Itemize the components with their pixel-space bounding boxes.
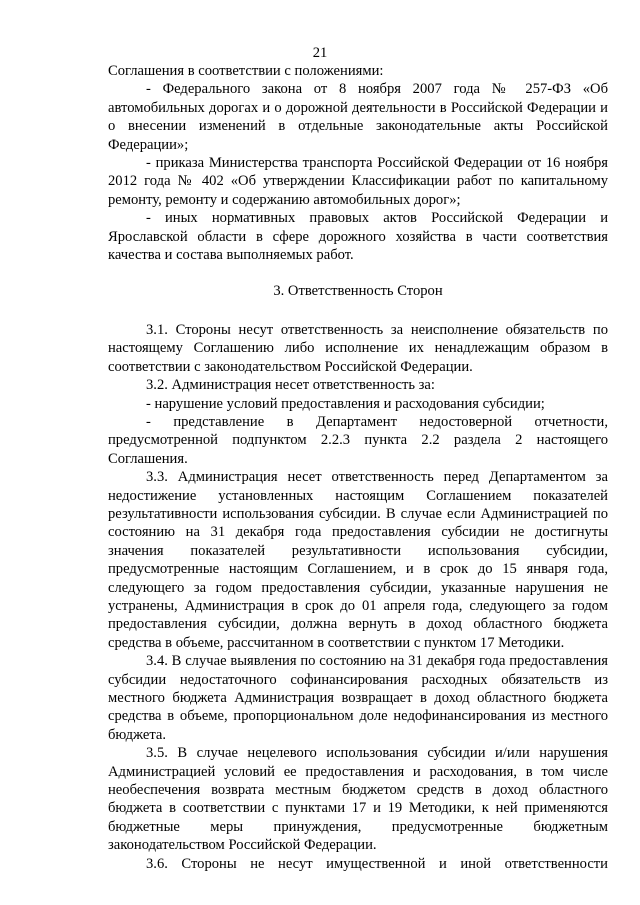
list-item-other-acts: - иных нормативных правовых актов Российской Федерации и Ярославской области в сфере дорожного хозяйства в части соответствия качества и состава выполняемых работ. <box>108 210 608 264</box>
clause-3-5: 3.5. В случае нецелевого использования субсидии и/или нарушения Администрацией условий ее предоставления и расходования, в том числе необеспечения возврата местным бюджетом средств в доход областного бюджета в соответствии с пунктами 17 и 19 Методики, к ней применяются бюджетные меры принуждения, предусмотренные бюджетным законодательством Российской Федерации. <box>108 745 608 854</box>
list-item-federal-law: - Федерального закона от 8 ноября 2007 года № 257-ФЗ «Об автомобильных дорогах и о дорожной деятельности в Российской Федерации и о внесении изменений в отдельные законодательные акты Российской Федерации»; <box>108 81 608 153</box>
clause-3-1: 3.1. Стороны несут ответственность за неисполнение обязательств по настоящему Соглашению либо исполнение их ненадлежащим образом в соответствии с законодательством Российской Федерации. <box>108 321 608 375</box>
clause-3-4: 3.4. В случае выявления по состоянию на 31 декабря года предоставления субсидии недостаточного софинансирования расходных обязательств из местного бюджета Администрация возвращает в доход областного бюджета средства в объеме, пропорциональном доле недофинансирования из местного бюджета. <box>108 653 608 743</box>
section-heading: 3. Ответственность Сторон <box>273 283 443 300</box>
document-body <box>108 62 608 873</box>
clause-3-2: 3.2. Администрация несет ответственность за: <box>146 377 435 394</box>
clause-3-3: 3.3. Администрация несет ответственность перед Департаментом за недостижение установленных настоящим Соглашением показателей результативности использования субсидии. В случае если Администрацией по состоянию на 31 декабря года предоставления субсидии не достигнуты значения показателей результативности использования субсидии, предусмотренные настоящим Соглашением, и в срок до 15 января года, следующего за годом предоставления субсидии, указанные нарушения не устранены, Администрация в срок до 01 апреля года, следующего за годом предоставления субсидии, должна вернуть в доход областного бюджета средства в объеме, рассчитанном в соответствии с пунктом 17 Методики. <box>108 469 608 651</box>
clause-3-2-item-b: - представление в Департамент недостоверной отчетности, предусмотренной подпунктом 2.2.3 пункта 2.2 раздела 2 настоящего Соглашения. <box>108 413 608 467</box>
page-number: 21 <box>312 45 328 61</box>
paragraph-intro: Соглашения в соответствии с положениями: <box>108 63 384 79</box>
clause-3-6: 3.6. Стороны не несут имущественной и иной ответственности <box>146 855 608 872</box>
clause-3-2-item-a: - нарушение условий предоставления и расходования субсидии; <box>146 395 545 412</box>
list-item-ministry-order: - приказа Министерства транспорта Российской Федерации от 16 ноября 2012 года № 402 «Об утверждении Классификации работ по капитальному ремонту, ремонту и содержанию автомобильных дорог»; <box>108 155 608 208</box>
